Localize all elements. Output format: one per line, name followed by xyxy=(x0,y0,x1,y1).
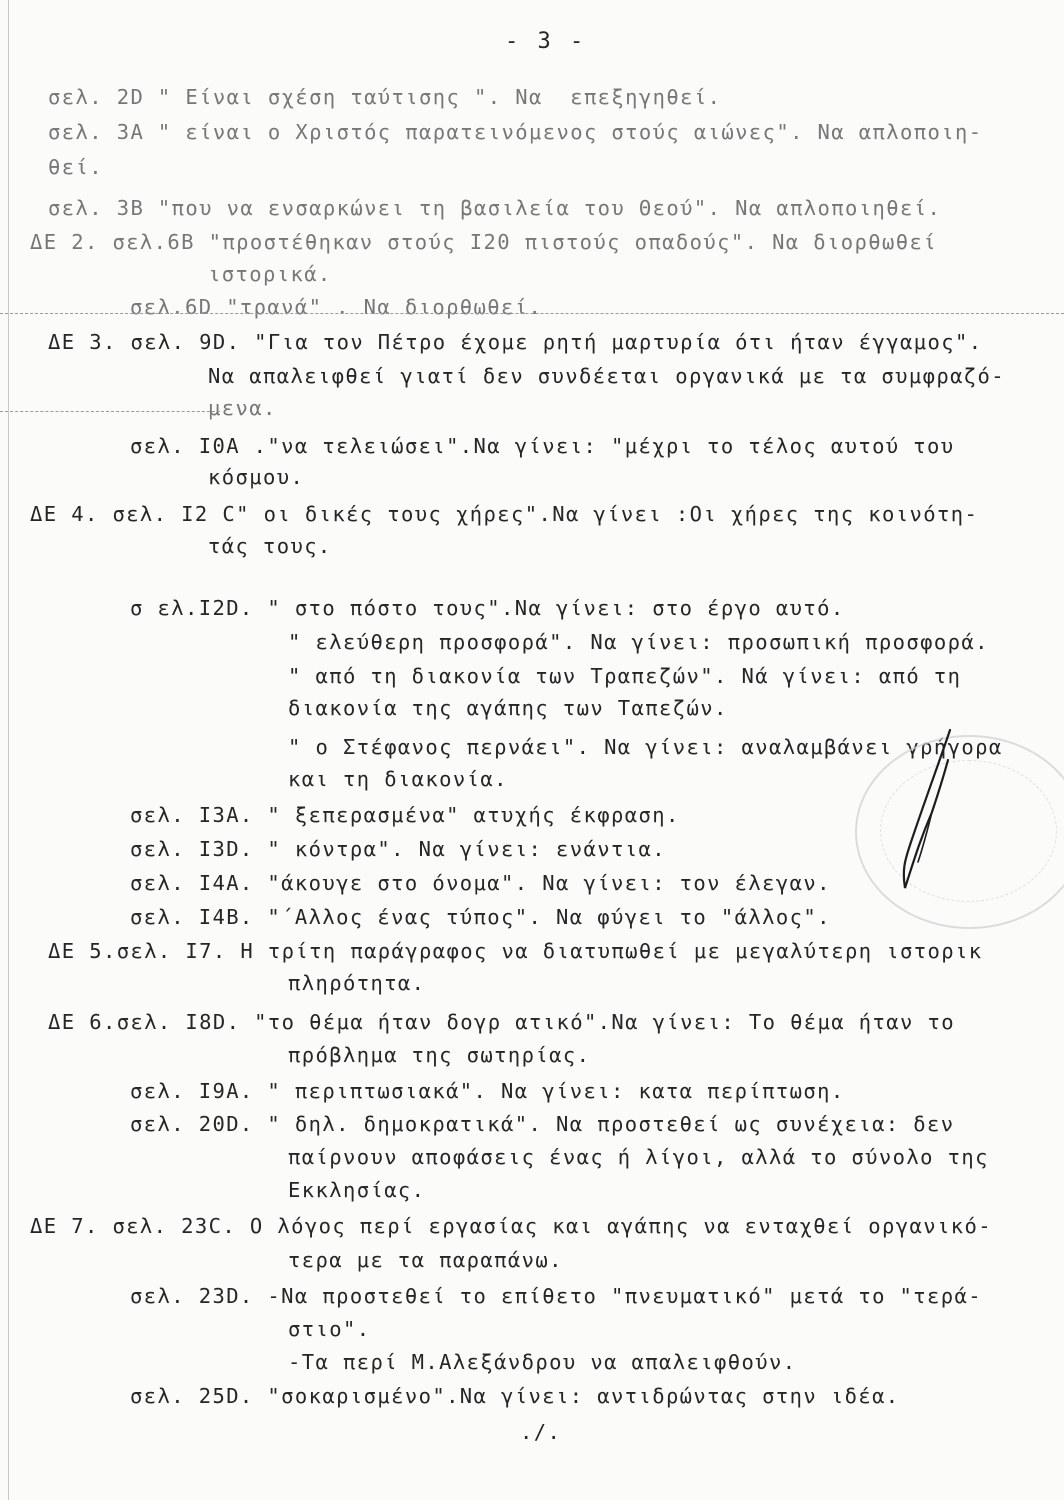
text-line: σελ. Ι4Α. "άκουγε στο όνομα". Να γίνει: τον έλεγαν. xyxy=(130,871,831,895)
text-line: σελ. Ι9Α. " περιπτωσιακά". Να γίνει: κατα περίπτωση. xyxy=(130,1079,845,1103)
text-line: ΔΕ 3. σελ. 9D. "Για τον Πέτρο έχομε ρητή μαρτυρία ότι ήταν έγγαμος". xyxy=(48,330,983,354)
text-line: σ ελ.Ι2D. " στο πόστο τους".Να γίνει: στο έργο αυτό. xyxy=(130,596,845,620)
text-line: στιο". xyxy=(288,1317,371,1341)
text-line: πληρότητα. xyxy=(288,971,426,995)
text-line: ΔΕ 5.σελ. Ι7. Η τρίτη παράγραφος να διατυπωθεί με μεγαλύτερη ιστορικ xyxy=(48,939,983,963)
text-line: σελ. 25D. "σοκαρισμένο".Να γίνει: αντιδρώντας στην ιδέα. xyxy=(130,1384,900,1408)
page-number: - 3 - xyxy=(505,29,587,54)
text-line: ΔΕ 6.σελ. Ι8D. "το θέμα ήταν δογρ ατικό".Να γίνει: Το θέμα ήταν το xyxy=(48,1010,955,1034)
text-line: ΔΕ 4. σελ. Ι2 C" οι δικές τους χήρες".Να γίνει :Οι χήρες της κοινότη- xyxy=(30,502,979,526)
text-line: Να απαλειφθεί γιατί δεν συνδέεται οργανικά με τα συμφραζό- xyxy=(208,364,1006,388)
text-line: θεί. xyxy=(48,155,103,179)
text-line: διακονία της αγάπης των Ταπεζών. xyxy=(288,696,728,720)
divider-rule xyxy=(0,313,1064,314)
text-line: σελ. Ι4Β. "΄Αλλος ένας τύπος". Να φύγει το "άλλος". xyxy=(130,905,831,929)
text-line: " ο Στέφανος περνάει". Να γίνει: αναλαμβάνει γρήγορα xyxy=(288,735,1003,759)
text-line: ΔΕ 2. σελ.6Β "προστέθηκαν στούς Ι20 πιστούς οπαδούς". Να διορθωθεί xyxy=(30,230,937,254)
page-edge-shadow xyxy=(8,0,9,1500)
text-line: σελ. 2D " Είναι σχέση ταύτισης ". Να επεξηγηθεί. xyxy=(48,85,722,109)
text-line: Εκκλησίας. xyxy=(288,1178,426,1202)
text-line: σελ.6D "τρανά" . Να διορθωθεί. xyxy=(130,295,543,319)
text-line: μενα. xyxy=(208,396,277,420)
text-line: ΔΕ 7. σελ. 23C. Ο λόγος περί εργασίας και αγάπης να ενταχθεί οργανικό- xyxy=(30,1214,992,1238)
text-line: σελ. Ι3Α. " ξεπερασμένα" ατυχής έκφραση. xyxy=(130,803,680,827)
text-line: σελ. 3Α " είναι ο Χριστός παρατεινόμενος στούς αιώνες". Να απλοποιη- xyxy=(48,120,983,144)
end-mark: ./. xyxy=(520,1420,562,1444)
text-line: " ελεύθερη προσφορά". Να γίνει: προσωπική προσφορά. xyxy=(288,630,989,654)
text-line: ιστορικά. xyxy=(208,262,332,286)
text-line: -Τα περί Μ.Αλεξάνδρου να απαλειφθούν. xyxy=(288,1350,797,1374)
text-line: σελ. Ι3D. " κόντρα". Να γίνει: ενάντια. xyxy=(130,837,666,861)
text-line: τερα με τα παραπάνω. xyxy=(288,1248,563,1272)
text-line: και τη διακονία. xyxy=(288,767,508,791)
text-line: " από τη διακονία των Τραπεζών". Νά γίνει: από τη xyxy=(288,664,962,688)
text-line: παίρνουν αποφάσεις ένας ή λίγοι, αλλά το σύνολο της xyxy=(288,1145,989,1169)
signature-mark xyxy=(880,720,970,910)
text-line: πρόβλημα της σωτηρίας. xyxy=(288,1043,591,1067)
text-line: κόσμου. xyxy=(208,465,305,489)
text-line: σελ. 3Β "που να ενσαρκώνει τη βασιλεία του Θεού". Να απλοποιηθεί. xyxy=(48,196,942,220)
text-line: σελ. Ι0Α ."να τελειώσει".Να γίνει: "μέχρι το τέλος αυτού του xyxy=(130,434,955,458)
text-line: σελ. 20D. " δηλ. δημοκρατικά". Να προστεθεί ως συνέχεια: δεν xyxy=(130,1112,955,1136)
text-line: σελ. 23D. -Να προστεθεί το επίθετο "πνευματικό" μετά το "τερά- xyxy=(130,1284,983,1308)
text-line: τάς τους. xyxy=(208,534,332,558)
divider-rule xyxy=(0,411,220,412)
